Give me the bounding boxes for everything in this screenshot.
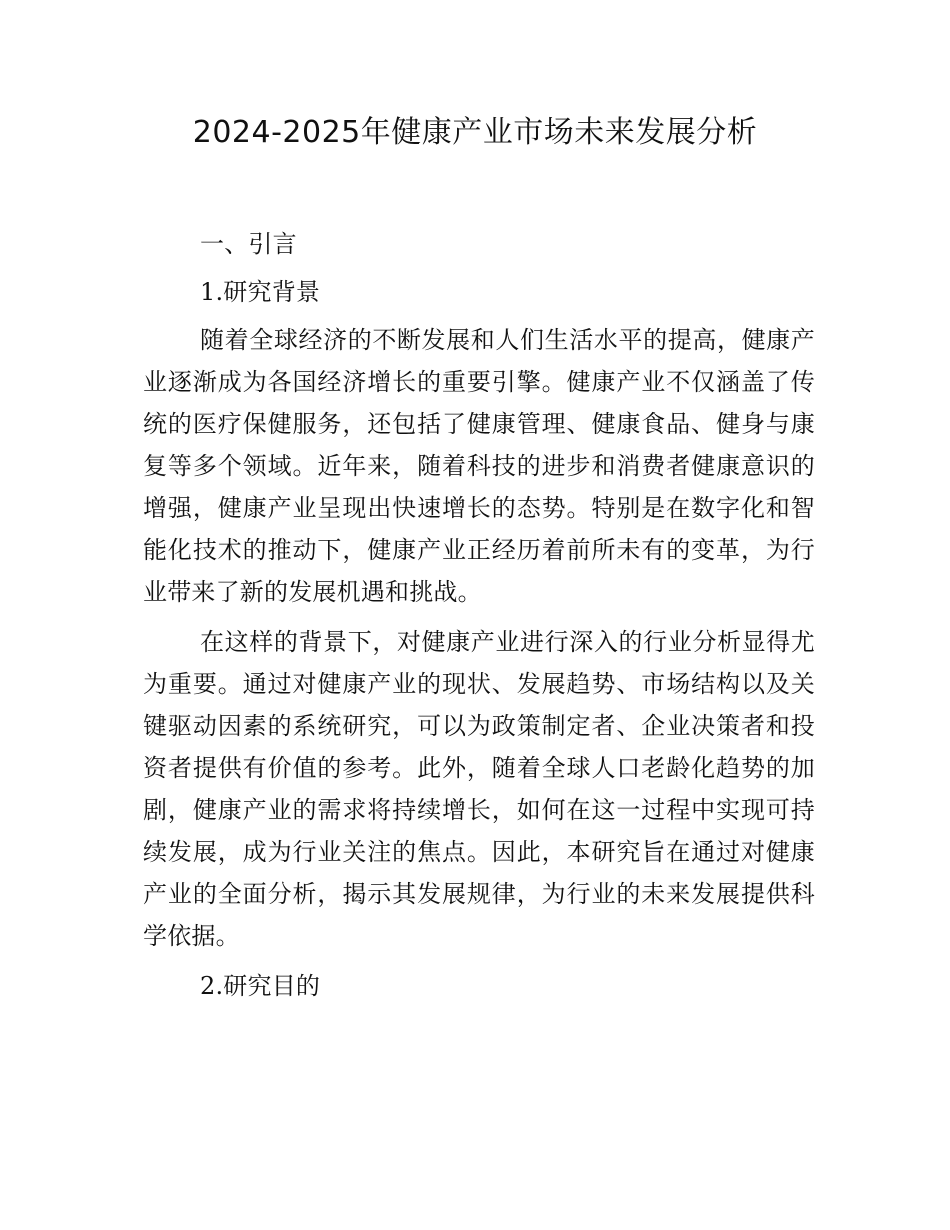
- document-title: 2024-2025年健康产业市场未来发展分析: [192, 115, 758, 150]
- subsection-heading-research-background: 1.研究背景: [200, 278, 321, 306]
- subsection-heading-research-purpose: 2.研究目的: [200, 972, 321, 1000]
- document-body: [143, 223, 815, 1007]
- spacer: [143, 613, 815, 621]
- paragraph-background-1: 随着全球经济的不断发展和人们生活水平的提高，健康产业逐渐成为各国经济增长的重要引擎。健康产业不仅涵盖了传统的医疗保健服务，还包括了健康管理、健康食品、健身与康复等多个领域。近年来，随着科技的进步和消费者健康意识的增强，健康产业呈现出快速增长的态势。特别是在数字化和智能化技术的推动下，健康产业正经历着前所未有的变革，为行业带来了新的发展机遇和挑战。: [143, 326, 815, 606]
- spacer: [143, 957, 815, 965]
- paragraph-background-2: 在这样的背景下，对健康产业进行深入的行业分析显得尤为重要。通过对健康产业的现状、发展趋势、市场结构以及关键驱动因素的系统研究，可以为政策制定者、企业决策者和投资者提供有价值的参考。此外，随着全球人口老龄化趋势的加剧，健康产业的需求将持续增长，如何在这一过程中实现可持续发展，成为行业关注的焦点。因此，本研究旨在通过对健康产业的全面分析，揭示其发展规律，为行业的未来发展提供科学依据。: [143, 628, 815, 950]
- section-heading-introduction: 一、引言: [200, 230, 297, 258]
